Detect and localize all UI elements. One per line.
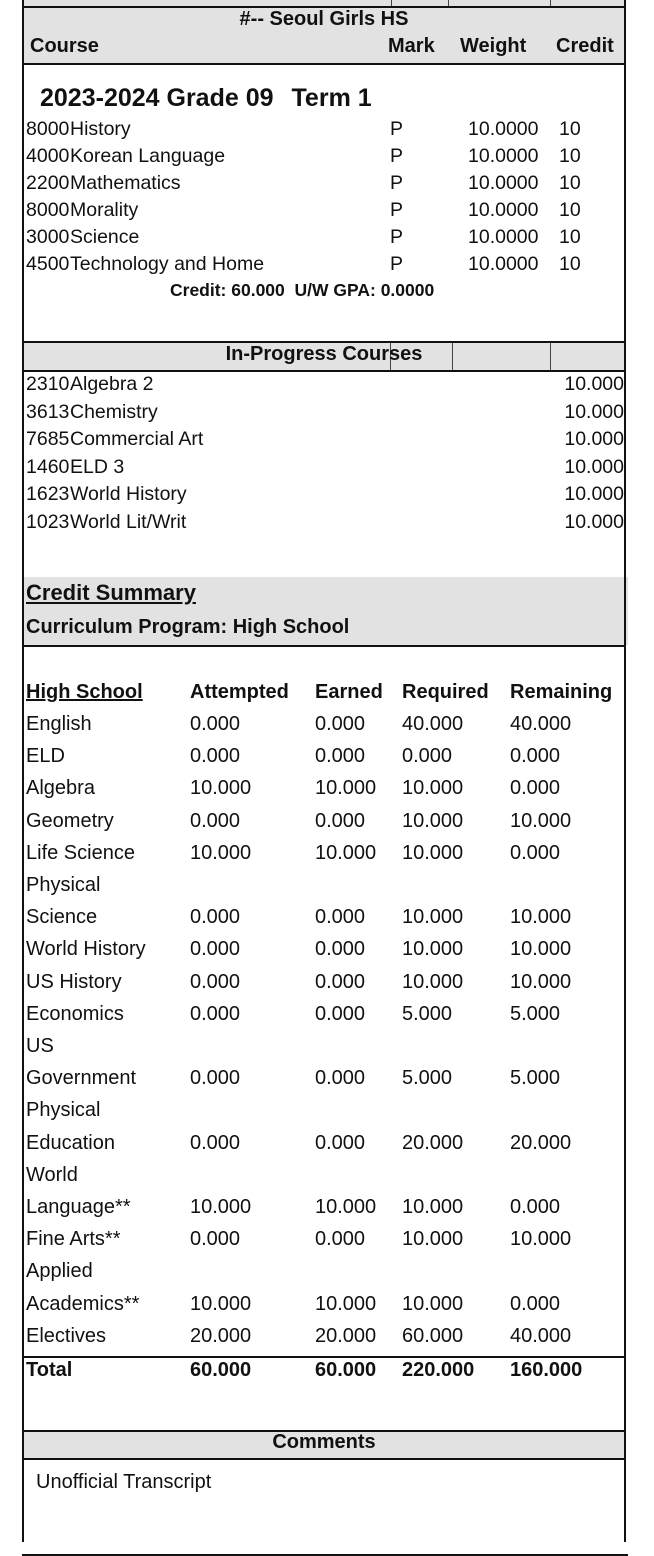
- course-name: Science: [70, 226, 140, 248]
- credit-row-remaining: 0.000: [510, 1196, 561, 1218]
- credit-row-required: 10.000: [402, 1292, 464, 1315]
- term-course-row: [26, 172, 622, 199]
- credit-row-subject: Science: [26, 906, 98, 929]
- credit-row-earned: 10.000: [315, 1196, 377, 1218]
- course-mark: P: [390, 118, 404, 140]
- total-subject: Total: [26, 1359, 73, 1381]
- course-credit: 10.000: [564, 428, 624, 450]
- course-weight: 10.0000: [468, 226, 539, 248]
- page-right-border: [624, 0, 626, 1542]
- course-weight: 10.0000: [468, 199, 539, 221]
- course-mark: P: [390, 145, 404, 167]
- credit-row-subject: Education: [26, 1131, 115, 1154]
- credit-row-earned: 0.000: [315, 1067, 366, 1090]
- credit-row-required: 5.000: [402, 1067, 453, 1090]
- course-mark: P: [390, 226, 404, 248]
- credit-row-required: 10.000: [402, 1228, 464, 1251]
- credit-row-earned: 0.000: [315, 906, 366, 929]
- course-name: World History: [70, 483, 187, 505]
- curriculum-program: Curriculum Program: High School: [26, 616, 350, 638]
- credit-row-subject: US: [26, 1035, 54, 1057]
- course-weight: 10.0000: [468, 118, 539, 140]
- credit-row-attempted: 0.000: [190, 1131, 241, 1154]
- credit-row-remaining: 10.000: [510, 809, 572, 832]
- credit-row-remaining: 0.000: [510, 1292, 561, 1315]
- course-code: 2200: [26, 172, 70, 194]
- credit-row-earned: 10.000: [315, 1292, 377, 1315]
- course-credit: 10: [559, 118, 581, 140]
- credit-row-subject: Economics: [26, 1002, 124, 1025]
- column-header-earned: Earned: [315, 681, 383, 703]
- credit-row-attempted: 0.000: [190, 970, 241, 993]
- in-progress-course-row: [26, 428, 624, 455]
- column-header-course: Course: [30, 35, 99, 57]
- credit-row-remaining: 10.000: [510, 938, 572, 961]
- credit-row-earned: 10.000: [315, 777, 377, 800]
- term-course-row: [26, 253, 622, 280]
- credit-row-earned: 0.000: [315, 713, 366, 735]
- course-name: Morality: [70, 199, 139, 221]
- credit-row-attempted: 0.000: [190, 906, 241, 929]
- in-progress-bottom-rule: [22, 370, 626, 372]
- credit-row-attempted: 0.000: [190, 1228, 241, 1251]
- course-weight: 10.0000: [468, 145, 539, 167]
- credit-row-earned: 0.000: [315, 970, 366, 993]
- credit-row-subject: Life Science: [26, 841, 135, 864]
- credit-row-remaining: 0.000: [510, 841, 561, 864]
- in-progress-course-row: [26, 483, 624, 510]
- credit-row-required: 5.000: [402, 1002, 453, 1025]
- credit-row-subject: Algebra: [26, 777, 95, 800]
- credit-summary-title: Credit Summary: [26, 580, 196, 605]
- course-name: Technology and Home: [70, 253, 265, 275]
- credit-row-earned: 0.000: [315, 1131, 366, 1154]
- credit-row-subject: ELD: [26, 745, 65, 768]
- credit-row-required: 0.000: [402, 745, 453, 768]
- course-code: 8000: [26, 118, 70, 140]
- credit-row-remaining: 10.000: [510, 970, 572, 993]
- course-name: Korean Language: [70, 145, 226, 167]
- course-name: ELD 3: [70, 455, 125, 478]
- credit-row-subject: Geometry: [26, 809, 114, 832]
- credit-row-remaining: 40.000: [510, 713, 572, 735]
- column-header-mark: Mark: [388, 35, 435, 57]
- credit-row-required: 40.000: [402, 713, 464, 735]
- course-code: 3613: [26, 400, 70, 423]
- course-code: 1023: [26, 510, 70, 533]
- column-header-weight: Weight: [460, 35, 527, 57]
- in-progress-course-row: [26, 456, 624, 483]
- credit-row-subject: US History: [26, 970, 122, 993]
- course-code: 1623: [26, 483, 70, 505]
- course-code: 4000: [26, 145, 70, 167]
- credit-row-attempted: 10.000: [190, 1292, 252, 1315]
- in-progress-title: In-Progress Courses: [225, 343, 423, 365]
- credit-row-subject: World: [26, 1163, 78, 1186]
- course-weight: 10.0000: [468, 172, 539, 194]
- credit-row-subject: Physical: [26, 1099, 101, 1122]
- course-name: History: [70, 118, 131, 140]
- credit-row-required: 10.000: [402, 906, 464, 929]
- credit-row-attempted: 20.000: [190, 1324, 252, 1347]
- credit-row-subject: Language**: [26, 1196, 131, 1218]
- course-credit: 10.000: [564, 510, 624, 533]
- total-remaining: 160.000: [510, 1359, 583, 1381]
- course-code: 3000: [26, 226, 70, 248]
- course-mark: P: [390, 172, 404, 194]
- credit-row-subject: Physical: [26, 874, 101, 896]
- course-credit: 10.000: [564, 373, 624, 395]
- course-mark: P: [390, 253, 404, 275]
- credit-row-attempted: 0.000: [190, 809, 241, 832]
- page-left-border: [22, 0, 24, 1542]
- course-credit: 10.000: [564, 400, 624, 423]
- credit-row-earned: 0.000: [315, 745, 366, 768]
- total-required: 220.000: [402, 1359, 475, 1381]
- term-course-row: [26, 118, 622, 145]
- header-bottom-rule: [22, 63, 626, 65]
- comments-bottom-rule: [22, 1458, 626, 1460]
- credit-row-remaining: 20.000: [510, 1131, 572, 1154]
- course-credit: 10: [559, 145, 581, 167]
- total-rule: [24, 1356, 626, 1358]
- credit-row-attempted: 10.000: [190, 777, 252, 800]
- course-name: World Lit/Writ: [70, 510, 187, 533]
- course-credit: 10: [559, 199, 581, 221]
- course-code: 2310: [26, 373, 70, 395]
- credit-row-attempted: 10.000: [190, 841, 252, 864]
- credit-row-subject: English: [26, 713, 92, 735]
- credit-row-attempted: 10.000: [190, 1196, 252, 1218]
- course-credit: 10: [559, 226, 581, 248]
- credit-row-earned: 0.000: [315, 1228, 366, 1251]
- credit-row-earned: 0.000: [315, 1002, 366, 1025]
- credit-row-earned: 10.000: [315, 841, 377, 864]
- term-label: Term 1: [291, 84, 372, 112]
- in-progress-course-row: [26, 373, 624, 400]
- term-year-grade: 2023-2024 Grade 09: [40, 84, 274, 112]
- column-header-required: Required: [402, 681, 489, 703]
- total-earned: 60.000: [315, 1359, 377, 1381]
- credit-row-required: 10.000: [402, 1196, 464, 1218]
- course-code: 1460: [26, 455, 70, 478]
- term-summary: Credit: 60.000 U/W GPA: 0.0000: [170, 280, 435, 300]
- credit-row-subject: World History: [26, 938, 146, 961]
- credit-row-required: 10.000: [402, 809, 464, 832]
- credit-row-earned: 0.000: [315, 809, 366, 832]
- credit-row-required: 10.000: [402, 970, 464, 993]
- credit-row-required: 60.000: [402, 1324, 464, 1347]
- course-code: 8000: [26, 199, 70, 221]
- credit-row-remaining: 40.000: [510, 1324, 572, 1347]
- credit-row-remaining: 10.000: [510, 1228, 572, 1251]
- column-header-attempted: Attempted: [190, 681, 289, 703]
- credit-row-attempted: 0.000: [190, 1002, 241, 1025]
- credit-row-remaining: 5.000: [510, 1002, 561, 1025]
- column-header-credit: Credit: [556, 35, 614, 57]
- credit-row-earned: 0.000: [315, 938, 366, 961]
- course-credit: 10.000: [564, 483, 624, 505]
- credit-row-remaining: 10.000: [510, 906, 572, 929]
- school-name: #-- Seoul Girls HS: [239, 8, 409, 30]
- credit-row-remaining: 0.000: [510, 777, 561, 800]
- column-header-subject: High School: [26, 681, 143, 703]
- in-progress-course-row: [26, 401, 624, 428]
- credit-summary-header-rule: [22, 645, 626, 647]
- course-name: Mathematics: [70, 172, 181, 194]
- credit-row-remaining: 5.000: [510, 1067, 561, 1090]
- course-credit: 10: [559, 253, 581, 275]
- column-header-remaining: Remaining: [510, 681, 613, 703]
- course-name: Chemistry: [70, 400, 158, 423]
- credit-row-required: 10.000: [402, 938, 464, 961]
- term-course-row: [26, 226, 622, 253]
- credit-row-required: 20.000: [402, 1131, 464, 1154]
- comments-text: Unofficial Transcript: [36, 1471, 212, 1493]
- course-mark: P: [390, 199, 404, 221]
- total-attempted: 60.000: [190, 1359, 252, 1381]
- term-course-row: [26, 199, 622, 226]
- credit-row-subject: Government: [26, 1067, 137, 1090]
- course-name: Commercial Art: [70, 428, 204, 450]
- credit-row-required: 10.000: [402, 777, 464, 800]
- credit-row-subject: Electives: [26, 1324, 107, 1347]
- term-title: [40, 84, 372, 113]
- credit-row-attempted: 0.000: [190, 1067, 241, 1090]
- course-credit: 10: [559, 172, 581, 194]
- in-progress-course-row: [26, 511, 624, 538]
- credit-row-remaining: 0.000: [510, 745, 561, 768]
- credit-row-subject: Applied: [26, 1260, 93, 1283]
- credit-row-required: 10.000: [402, 841, 464, 864]
- credit-row-attempted: 0.000: [190, 713, 241, 735]
- credit-row-subject: Academics**: [26, 1292, 140, 1315]
- credit-row-earned: 20.000: [315, 1324, 377, 1347]
- course-code: 7685: [26, 428, 70, 450]
- course-credit: 10.000: [564, 455, 624, 478]
- course-weight: 10.0000: [468, 253, 539, 275]
- credit-row-subject: Fine Arts**: [26, 1228, 121, 1251]
- course-code: 4500: [26, 253, 70, 275]
- course-name: Algebra 2: [70, 373, 154, 395]
- term-course-row: [26, 145, 622, 172]
- credit-row-attempted: 0.000: [190, 745, 241, 768]
- credit-row-attempted: 0.000: [190, 938, 241, 961]
- comments-title: Comments: [272, 1431, 376, 1453]
